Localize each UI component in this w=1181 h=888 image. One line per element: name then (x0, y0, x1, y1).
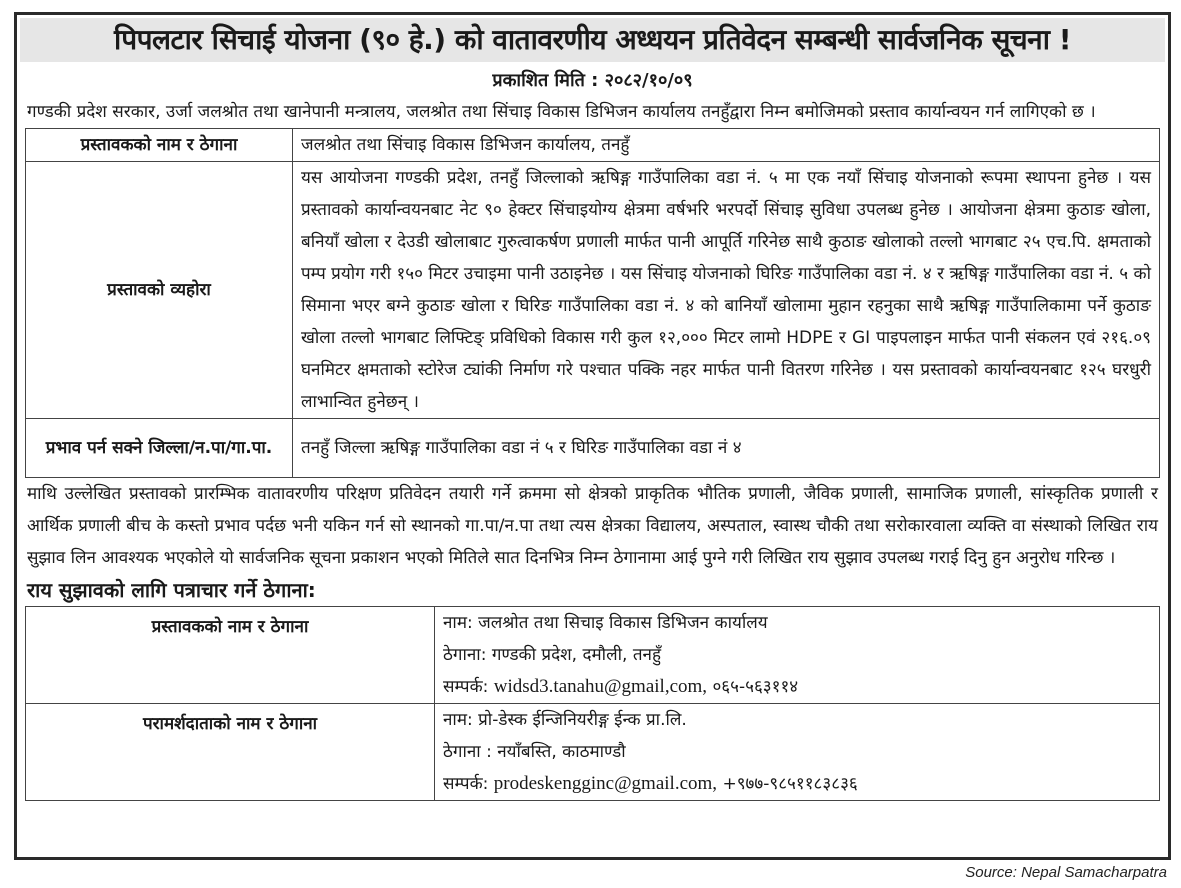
contact-phone: +९७७-९८५११८३८३६ (722, 774, 858, 794)
contact-address: ठेगाना : नयाँबस्ति, काठमाण्डौ (443, 742, 626, 762)
contact-table (25, 606, 1160, 801)
contact-name: नाम: जलश्रोत तथा सिचाइ विकास डिभिजन कार्यालय (443, 613, 768, 633)
intro-paragraph: गण्डकी प्रदेश सरकार, उर्जा जलश्रोत तथा खानेपानी मन्त्रालय, जलश्रोत तथा सिंचाइ विकास डिभिजन कार्यालय तनहुँद्वारा निम्न बमोजिमको प्रस्ताव कार्यान्वयन गर्न लागिएको छ । (27, 102, 1096, 122)
published-date: प्रकाशित मिति : २०८२/१०/०९ (492, 70, 693, 91)
contact-email[interactable]: prodeskengginc@gmail.com, (493, 773, 718, 794)
notice-frame (14, 12, 1171, 860)
contact-phone: ०६५-५६३११४ (712, 677, 799, 697)
row-label: प्रभाव पर्न सक्ने जिल्ला/न.पा/गा.पा. (26, 419, 293, 478)
row-value: तनहुँ जिल्ला ऋषिङ्ग गाउँपालिका वडा नं ५ र घिरिङ गाउँपालिका वडा नं ४ (293, 419, 1160, 478)
contact-prefix: सम्पर्क: (443, 677, 489, 697)
contact-details (435, 607, 1160, 704)
contact-address: ठेगाना: गण्डकी प्रदेश, दमौली, तनहुँ (443, 645, 661, 665)
contact-prefix: सम्पर्क: (443, 774, 489, 794)
table-row (26, 607, 1160, 704)
table-row (26, 162, 1160, 419)
notice-title: पिपलटार सिचाई योजना (९० हे.) को वातावरणीय अध्धयन प्रतिवेदन सम्बन्धी सार्वजनिक सूचना ! (20, 18, 1165, 62)
request-paragraph: माथि उल्लेखित प्रस्तावको प्रारम्भिक वातावरणीय परिक्षण प्रतिवेदन तयारी गर्ने क्रममा सो क्षेत्रको प्राकृतिक भौतिक प्रणाली, जैविक प्रणाली, सामाजिक प्रणाली, सांस्कृतिक प्रणाली र आर्थिक प्रणाली बीच के कस्तो प्रभाव पर्दछ भनी यकिन गर्न सो स्थानको गा.पा/न.पा तथा त्यस क्षेत्रका विद्यालय, अस्पताल, स्वास्थ चौकी तथा सरोकारवाला व्यक्ति वा संस्थाको लिखित राय सुझाव लिन आवश्यक भएकोले यो सार्वजनिक सूचना प्रकाशन भएको मितिले सात दिनभित्र निम्न ठेगानामा आई पुग्ने गरी लिखित राय सुझाव उपलब्ध गराई दिनु हुन अनुरोध गरिन्छ । (27, 484, 1158, 568)
contact-details (435, 704, 1160, 801)
table-row (26, 129, 1160, 162)
row-label: प्रस्तावकको नाम र ठेगाना (26, 129, 293, 162)
contact-line (443, 768, 1151, 800)
row-label: परामर्शदाताको नाम र ठेगाना (26, 704, 435, 801)
row-label: प्रस्तावको व्यहोरा (26, 162, 293, 419)
row-value: यस आयोजना गण्डकी प्रदेश, तनहुँ जिल्लाको ऋषिङ्ग गाउँपालिका वडा नं. ५ मा एक नयाँ सिंचाइ योजनाको रूपमा स्थापना हुनेछ । यस प्रस्तावको कार्यान्वयनबाट नेट ९० हेक्टर सिंचाइयोग्य क्षेत्रमा वर्षभरि भरपर्दो सिंचाइ सुविधा उपलब्ध हुनेछ । आयोजना क्षेत्रमा कुठाङ खोला, बनियाँ खोला र देउडी खोलाबाट गुरुत्वाकर्षण प्रणाली मार्फत पानी आपूर्ति गरिनेछ साथै कुठाङ खोलाको तल्लो भागबाट २५ एच.पि. क्षमताको पम्प प्रयोग गरी १५० मिटर उचाइमा पानी उठाइनेछ । यस सिंचाइ योजनाको घिरिङ गाउँपालिका वडा नं. ४ र ऋषिङ्ग गाउँपालिका वडा नं. ५ को सिमाना भएर बग्ने कुठाङ खोला र घिरिङ गाउँपालिका वडा नं. ४ को बानियाँ खोलामा मुहान रहनुका साथै ऋषिङ्ग गाउँपालिकामा पर्ने कुठाङ खोला तल्लो भागबाट लिफ्टिङ् प्रविधिको विकास गरी कुल १२,००० मिटर लामो HDPE र GI पाइपलाइन मार्फत पानी संकलन एवं २१६.०९ घनमिटर क्षमताको स्टोरेज ट्यांकी निर्माण गरे पश्चात पक्कि नहर मार्फत पानी वितरण गरिनेछ । यस प्रस्तावको कार्यान्वयनबाट १२५ घरधुरी लाभान्वित हुनेछन् । (293, 162, 1160, 419)
table-row (26, 419, 1160, 478)
proposal-table (25, 128, 1160, 478)
source-credit: Source: Nepal Samacharpatra (965, 864, 1167, 881)
contact-email[interactable]: widsd3.tanahu@gmail,com, (493, 676, 708, 697)
contact-line (443, 671, 1151, 703)
table-row (26, 704, 1160, 801)
contact-heading: राय सुझावको लागि पत्राचार गर्ने ठेगाना: (27, 578, 316, 602)
row-value: जलश्रोत तथा सिंचाइ विकास डिभिजन कार्यालय, तनहुँ (293, 129, 1160, 162)
contact-name: नाम: प्रो-डेस्क ईन्जिनियरीङ्ग ईन्क प्रा.लि. (443, 710, 687, 730)
row-label: प्रस्तावकको नाम र ठेगाना (26, 607, 435, 704)
